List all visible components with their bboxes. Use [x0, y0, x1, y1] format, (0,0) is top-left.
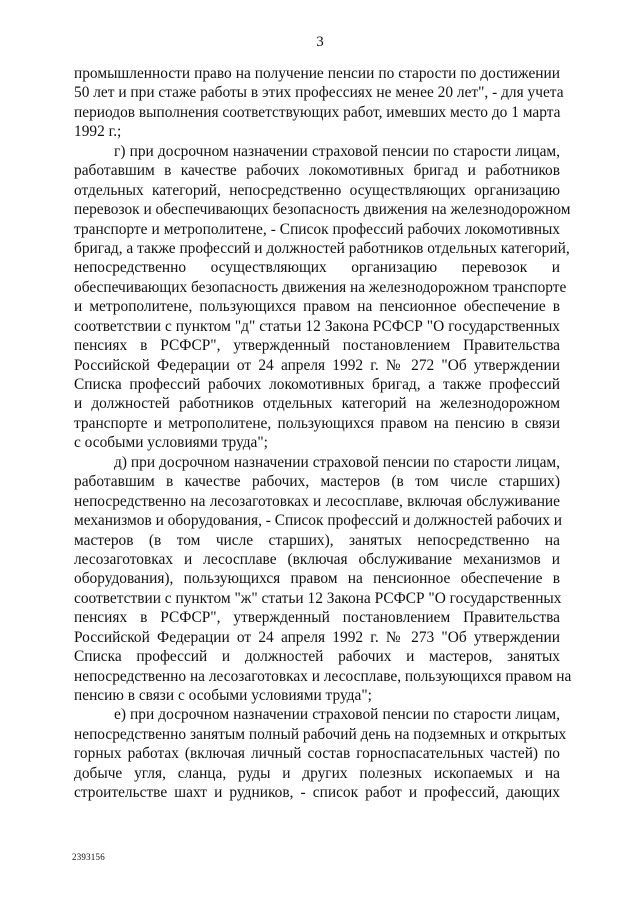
text-line: пенсию в связи с особыми условиями труда"; [74, 687, 372, 704]
text-line: работавшим в качестве рабочих, мастеров (в том числе старших) [74, 473, 560, 491]
text-line: Списка профессий и должностей рабочих и мастеров, занятых [74, 648, 560, 666]
text-line: соответствии с пунктом "д" статьи 12 Закона РСФСР "О государственных [74, 317, 560, 335]
text-line: е) при досрочном назначении страховой пенсии по старости лицам, [114, 706, 560, 724]
text-line: строительстве шахт и рудников, - список работ и профессий, дающих [74, 784, 560, 802]
text-line: непосредственно осуществляющих организацию перевозок и [74, 259, 560, 277]
page-number: 3 [316, 34, 324, 50]
text-line: г) при досрочном назначении страховой пенсии по старости лицам, [114, 142, 560, 160]
text-line: и должностей работников отдельных категорий на железнодорожном [74, 395, 560, 413]
text-line: соответствии с пунктом "ж" статьи 12 Закона РСФСР "О государственных [74, 589, 562, 607]
text-line: отдельных категорий, непосредственно осуществляющих организацию [74, 181, 560, 199]
text-line: непосредственно на лесозаготовках и лесосплаве, пользующихся правом на [74, 667, 572, 685]
text-line: оборудования), пользующихся правом на пенсионное обеспечение в [74, 570, 560, 588]
document-id: 2393156 [72, 852, 105, 862]
text-line: обеспечивающих безопасность движения на железнодорожном транспорте [74, 278, 567, 296]
text-line: пенсиях в РСФСР", утвержденный постановлением Правительства [74, 337, 560, 355]
text-line: бригад, а также профессий и должностей работников отдельных категорий, [74, 239, 570, 257]
text-line: Списка профессий рабочих локомотивных бригад, а также профессий [74, 376, 560, 393]
text-line: д) при досрочном назначении страховой пенсии по старости лицам, [114, 453, 560, 471]
text-line: с особыми условиями труда"; [74, 434, 268, 452]
text-line: транспорте и метрополитене, пользующихся правом на пенсию в связи [74, 414, 560, 432]
text-line: Российской Федерации от 24 апреля 1992 г. № 272 "Об утверждении [74, 356, 560, 374]
text-line: пенсиях в РСФСР", утвержденный постановлением Правительства [74, 609, 560, 627]
document-body [74, 64, 572, 803]
text-line: перевозок и обеспечивающих безопасность движения на железнодорожном [74, 201, 571, 219]
text-line: работавшим в качестве рабочих локомотивных бригад и работников [74, 162, 560, 180]
text-line: 50 лет и при стаже работы в этих профессиях не менее 20 лет", - для учета [74, 84, 564, 102]
text-line: непосредственно занятым полный рабочий день на подземных и открытых [74, 725, 567, 743]
text-line: промышленности право на получение пенсии по старости по достижении [74, 65, 560, 82]
text-line: добыче угля, сланца, руды и других полезных ископаемых и на [74, 764, 560, 782]
text-line: лесозаготовках и лесосплаве (включая обслуживание механизмов и [74, 550, 560, 568]
text-line: горных работах (включая личный состав горноспасательных частей) по [74, 745, 560, 763]
text-line: транспорте и метрополитене, - Список профессий рабочих локомотивных [74, 220, 560, 238]
text-line: и метрополитене, пользующихся правом на пенсионное обеспечение в [74, 298, 560, 316]
text-line: Российской Федерации от 24 апреля 1992 г. № 273 "Об утверждении [74, 628, 560, 646]
text-line: мастеров (в том числе старших), занятых непосредственно на [74, 531, 560, 549]
text-line: периодов выполнения соответствующих работ, имевших место до 1 марта [74, 103, 561, 121]
text-line: 1992 г.; [74, 123, 122, 141]
text-line: механизмов и оборудования, - Список профессий и должностей рабочих и [74, 512, 563, 530]
text-line: непосредственно на лесозаготовках и лесосплаве, включая обслуживание [74, 492, 560, 510]
